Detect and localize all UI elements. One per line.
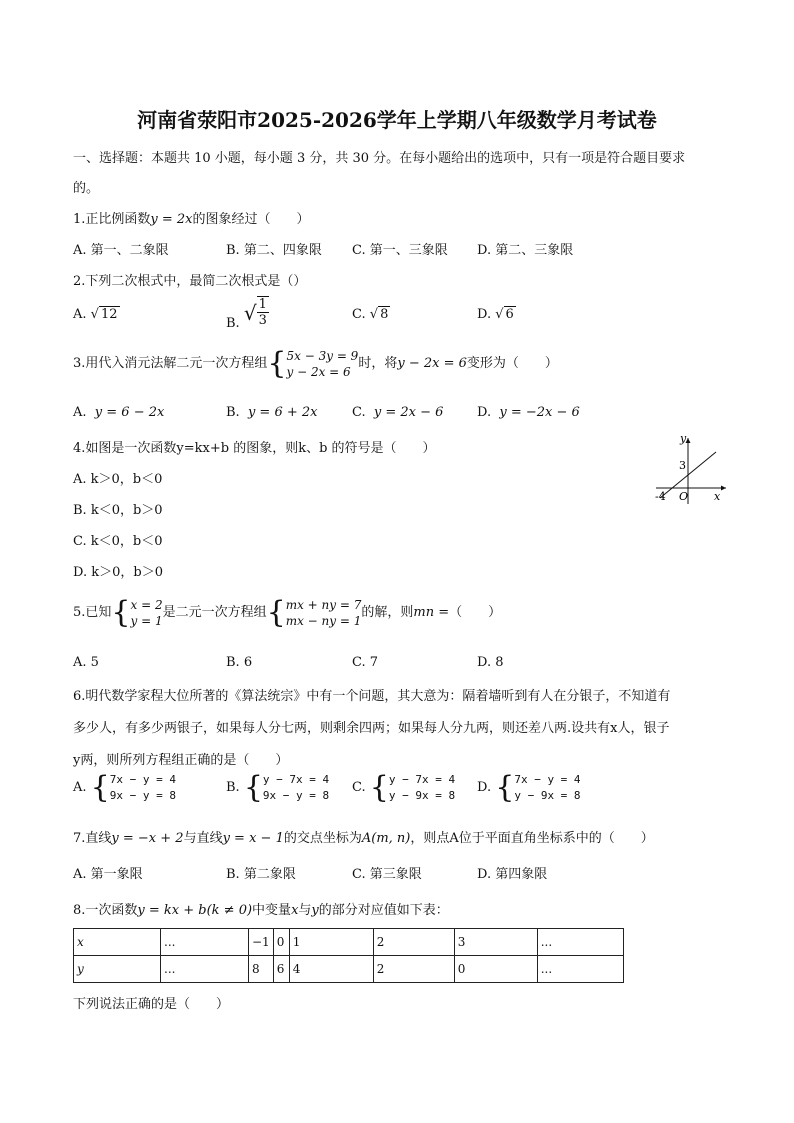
y-axis-label: y	[680, 432, 687, 445]
q5-system: { mx + ny = 7 mx − ny = 1	[266, 595, 362, 630]
q2-radicand-a: 12	[100, 307, 118, 322]
x-axis-label: x	[714, 490, 721, 503]
q7-line-1: y = −x + 2	[111, 831, 184, 846]
q3-label-b: B.	[226, 405, 240, 420]
q6-label-a: A.	[73, 780, 87, 795]
q4-graph	[652, 432, 730, 506]
q5-stem-pre: 5.已知	[73, 605, 112, 620]
question-4: 4.如图是一次函数y=kx+b 的图象，则k、b 的符号是（ ）	[73, 441, 436, 456]
page-title: 河南省荥阳市2025-2026学年上学期八年级数学月考试卷	[137, 108, 657, 132]
q1-option-a[interactable]: A. 第一、二象限	[73, 243, 169, 258]
q2-denominator-b: 3	[258, 313, 267, 328]
q3-expr-b: y = 6 + 2x	[247, 405, 318, 420]
q3-stem-math: y − 2x = 6	[397, 356, 467, 371]
q6-a-eq2: 9x − y = 8	[109, 789, 176, 802]
q1-stem-post: 的图象经过（ ）	[192, 212, 310, 227]
question-8	[73, 899, 449, 918]
q5-sys-eq2: mx − ny = 1	[285, 614, 362, 628]
q5-sys-eq1: mx + ny = 7	[285, 598, 362, 612]
table-cell: y	[74, 956, 161, 983]
q5-stem-end: （ ）	[449, 605, 502, 620]
q6-c-eq2: y − 9x = 8	[388, 789, 456, 802]
q4-option-b[interactable]: B. k＜0，b＞0	[73, 503, 163, 518]
q6-system-d: { 7x − y = 4 y − 9x = 8	[495, 770, 581, 805]
table-cell: 6	[273, 956, 289, 983]
q3-stem-post: 变形为（ ）	[466, 356, 558, 371]
q6-system-c: { y − 7x = 4 y − 9x = 8	[369, 770, 456, 805]
table-cell: 0	[273, 929, 289, 956]
q2-option-c[interactable]	[352, 307, 390, 322]
q7-option-a[interactable]: A. 第一象限	[73, 867, 143, 882]
q1-stem-math: y = 2x	[150, 212, 193, 227]
table-row	[74, 929, 624, 956]
q4-option-a[interactable]: A. k＞0，b＜0	[73, 472, 163, 487]
table-cell: 2	[373, 929, 454, 956]
q8-stem-mid: 中变量	[252, 903, 292, 918]
q6-label-c: C.	[352, 780, 366, 795]
q3-expr-a: y = 6 − 2x	[94, 405, 165, 420]
q7-stem-pre: 7.直线	[73, 831, 112, 846]
q2-radicand-c: 8	[380, 307, 389, 322]
q4-option-c[interactable]: C. k＜0，b＜0	[73, 534, 163, 549]
q2-label-c: C.	[352, 307, 366, 322]
question-6-line-2: 多少人，有多少两银子，如果每人分七两，则剩余四两；如果每人分九两，则还差八两.设共有x人，银子	[73, 721, 670, 736]
q3-stem-pre: 3.用代入消元法解二元一次方程组	[73, 356, 268, 371]
origin-label: O	[679, 490, 689, 503]
table-cell: 2	[373, 956, 454, 983]
q2-sqrt-d: √ 6	[495, 307, 514, 322]
q3-expr-d: y = −2x − 6	[499, 405, 580, 420]
q8-stem-mid2: 与	[298, 903, 312, 918]
table-cell: 0	[454, 956, 537, 983]
q1-option-b[interactable]: B. 第二、四象限	[226, 243, 322, 258]
q2-option-a[interactable]	[73, 307, 120, 322]
table-cell: ...	[537, 956, 623, 983]
y-axis-arrow	[686, 438, 691, 443]
y-tick-label: 3	[679, 459, 686, 472]
table-cell: 8	[249, 956, 274, 983]
q2-label-a: A.	[73, 307, 87, 322]
q5-stem-math: mn =	[413, 605, 450, 620]
q6-b-eq2: 9x − y = 8	[262, 789, 330, 802]
q8-after-text: 下列说法正确的是（ ）	[73, 997, 230, 1012]
q2-sqrt-a: √ 12	[90, 307, 118, 322]
table-cell: x	[74, 929, 161, 956]
q6-option-a[interactable]	[73, 772, 176, 804]
q8-var-x: x	[291, 903, 299, 918]
q6-option-b[interactable]	[226, 772, 329, 804]
question-1	[73, 208, 310, 227]
q2-numerator-b: 1	[258, 297, 267, 312]
q6-system-a: { 7x − y = 4 9x − y = 8	[90, 770, 176, 805]
q6-option-c[interactable]	[352, 772, 455, 804]
q6-a-eq1: 7x − y = 4	[109, 773, 176, 786]
q3-label-c: C.	[352, 405, 366, 420]
q5-option-a[interactable]: A. 5	[73, 655, 99, 670]
q5-stem-post: 的解，则	[361, 605, 414, 620]
x-tick-label: -4	[655, 490, 666, 503]
q7-stem-mid1: 与直线	[183, 831, 223, 846]
q3-option-c[interactable]	[352, 405, 443, 420]
q7-point: A(m, n)	[361, 831, 411, 846]
section-heading: 一、选择题：本题共 10 小题，每小题 3 分，共 30 分。在每小题给出的选项中，只有一项是符合题目要求	[73, 151, 686, 166]
table-cell: ...	[537, 929, 623, 956]
q3-sys-eq2: y − 2x = 6	[286, 365, 351, 379]
q1-option-c[interactable]: C. 第一、三象限	[352, 243, 448, 258]
table-cell: 4	[289, 956, 373, 983]
q6-c-eq1: y − 7x = 4	[388, 773, 456, 786]
q8-stem-pre: 8.一次函数	[73, 903, 138, 918]
q7-line-2: y = x − 1	[222, 831, 284, 846]
section-heading-cont: 的。	[73, 181, 100, 196]
q7-option-b[interactable]: B. 第二象限	[226, 867, 296, 882]
question-5	[73, 597, 501, 629]
table-cell: ...	[161, 956, 249, 983]
q7-option-c[interactable]: C. 第三象限	[352, 867, 422, 882]
q6-option-d[interactable]	[477, 772, 581, 804]
q3-expr-c: y = 2x − 6	[373, 405, 444, 420]
q3-label-a: A.	[73, 405, 87, 420]
q3-option-d[interactable]	[477, 405, 580, 420]
q8-values-table	[73, 928, 624, 983]
q2-option-b[interactable]	[226, 296, 269, 331]
q3-option-a[interactable]	[73, 405, 164, 420]
q2-option-d[interactable]	[477, 307, 516, 322]
q1-option-d[interactable]: D. 第二、三象限	[477, 243, 574, 258]
q2-fraction-b	[257, 296, 269, 328]
table-cell: 1	[289, 929, 373, 956]
q6-label-b: B.	[226, 780, 240, 795]
question-3	[73, 348, 558, 380]
q5-option-b[interactable]: B. 6	[226, 655, 253, 670]
q2-radical-sign-b: √	[243, 300, 257, 325]
q3-sys-eq1: 5x − 3y = 9	[286, 349, 359, 363]
q7-stem-post: ，则点A位于平面直角坐标系中的（ ）	[410, 831, 654, 846]
question-6-line-3: y两，则所列方程组正确的是（ ）	[73, 753, 289, 768]
q6-d-eq1: 7x − y = 4	[514, 773, 581, 786]
q6-label-d: D.	[477, 780, 492, 795]
q3-label-d: D.	[477, 405, 492, 420]
q2-sqrt-c: √ 8	[369, 307, 389, 322]
question-2: 2.下列二次根式中，最简二次根式是（）	[73, 274, 307, 289]
q8-function: y = kx + b(k ≠ 0)	[137, 903, 253, 918]
q1-stem-pre: 1.正比例函数	[73, 212, 151, 227]
table-cell: 3	[454, 929, 537, 956]
q7-option-d[interactable]: D. 第四象限	[477, 867, 548, 882]
q3-stem-mid: 时，将	[358, 356, 398, 371]
q2-label-d: D.	[477, 307, 492, 322]
question-6-line-1: 6.明代数学家程大位所著的《算法统宗》中有一个问题，其大意为：隔着墙听到有人在分银子，不知道有	[73, 689, 671, 704]
q5-sol-2: y = 1	[130, 614, 163, 628]
q5-stem-mid: 是二元一次方程组	[162, 605, 267, 620]
q3-system: { 5x − 3y = 9 y − 2x = 6	[267, 346, 359, 381]
q6-system-b: { y − 7x = 4 9x − y = 8	[243, 770, 330, 805]
q5-option-d[interactable]: D. 8	[477, 655, 504, 670]
x-axis-arrow	[721, 486, 726, 491]
question-7	[73, 827, 654, 846]
q6-d-eq2: y − 9x = 8	[514, 789, 581, 802]
table-row	[74, 956, 624, 983]
q3-option-b[interactable]	[226, 405, 318, 420]
q6-b-eq1: y − 7x = 4	[262, 773, 330, 786]
table-cell: ...	[161, 929, 249, 956]
table-cell: −1	[249, 929, 274, 956]
q7-stem-mid2: 的交点坐标为	[283, 831, 362, 846]
q5-solution: { x = 2 y = 1	[111, 595, 163, 630]
q8-var-y: y	[311, 903, 319, 918]
q8-stem-post: 的部分对应值如下表：	[318, 903, 449, 918]
q2-label-b: B.	[226, 315, 240, 331]
q4-option-d[interactable]: D. k＞0，b＞0	[73, 565, 163, 580]
q2-radicand-d: 6	[505, 307, 514, 322]
q5-sol-1: x = 2	[130, 598, 163, 612]
q5-option-c[interactable]: C. 7	[352, 655, 379, 670]
